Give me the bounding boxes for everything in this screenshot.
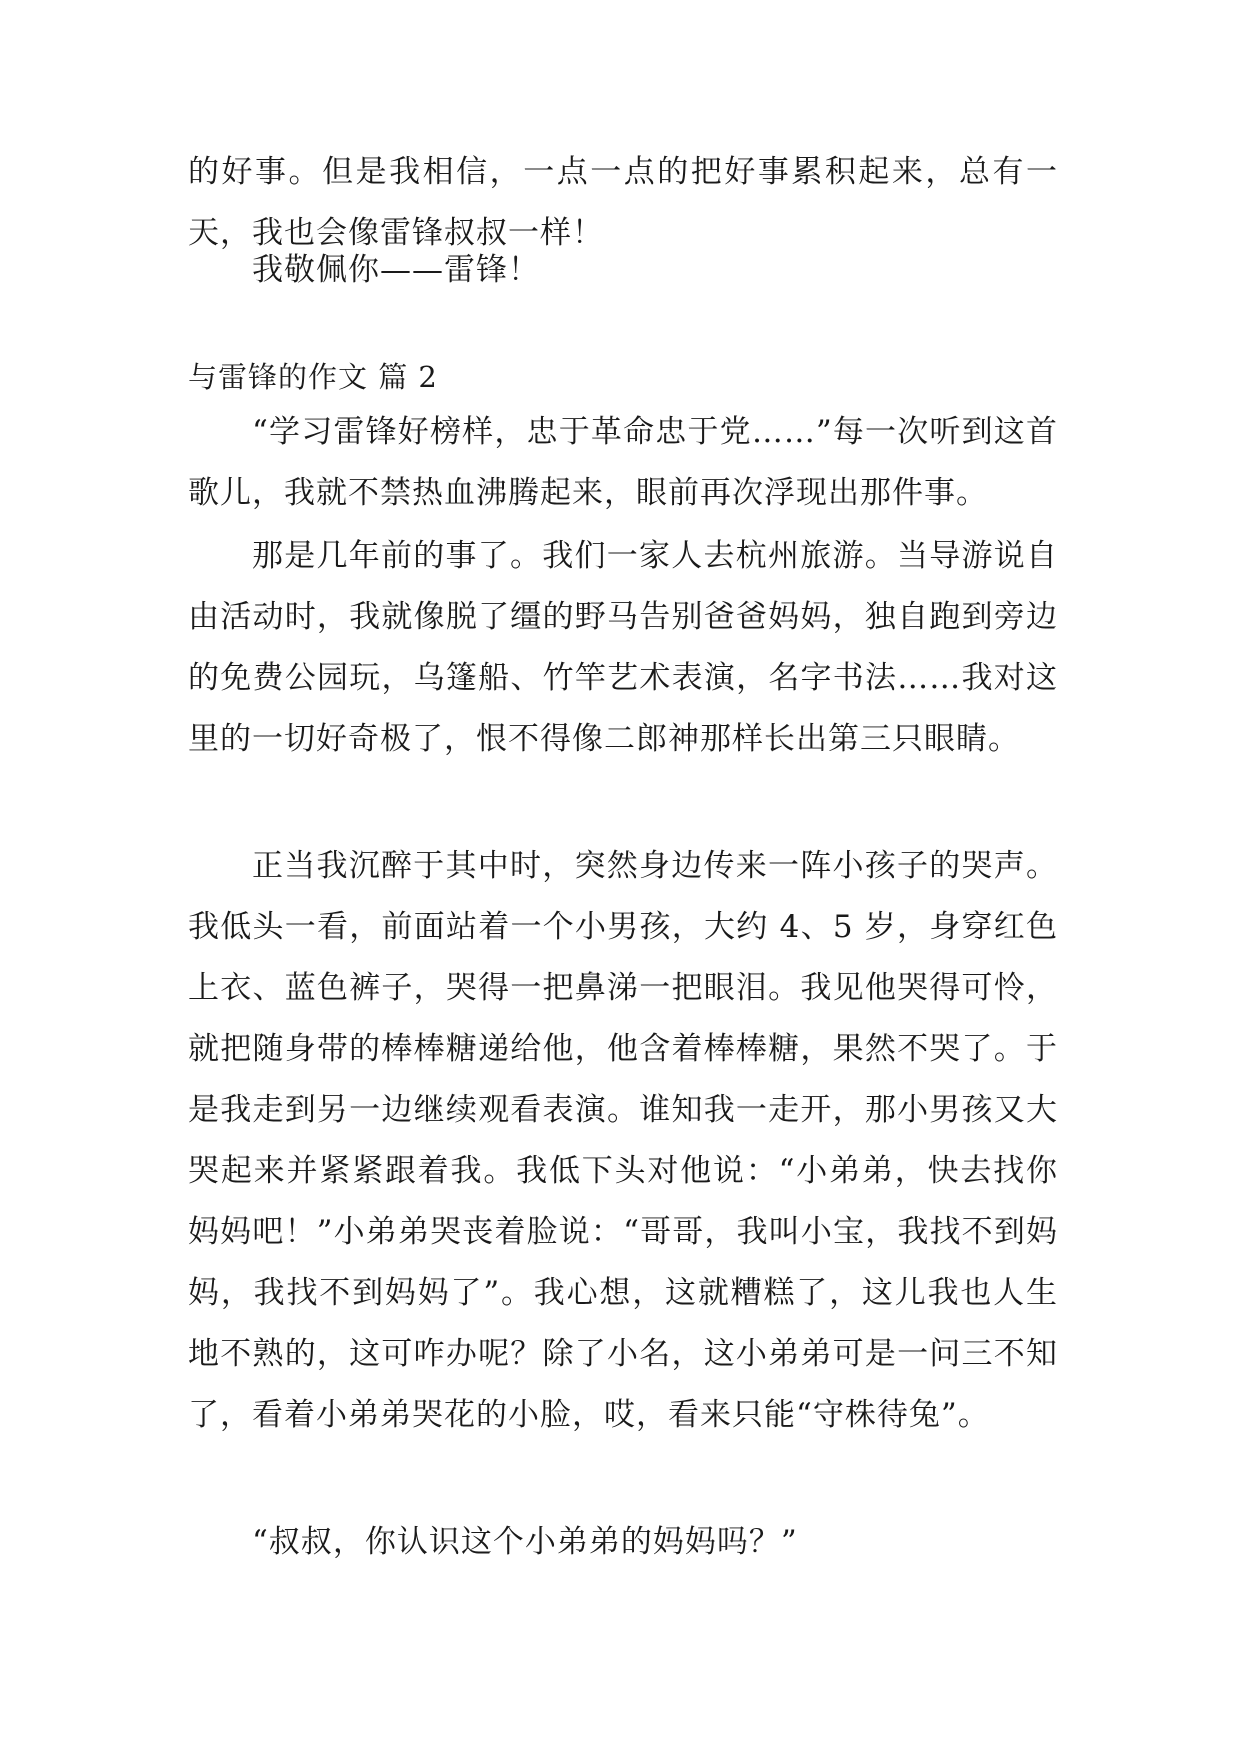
paragraph: “叔叔，你认识这个小弟弟的妈妈吗？” bbox=[252, 1524, 798, 1560]
paragraph: 正当我沉醉于其中时，突然身边传来一阵小孩子的哭声。我低头一看，前面站着一个小男孩，大约 4、5 岁，身穿红色上衣、蓝色裤子，哭得一把鼻涕一把眼泪。我见他哭得可怜，就把随身带的棒棒糖递给他，他含着棒棒糖，果然不哭了。于是我走到另一边继续观看表演。谁知我一走开，那小男孩又大哭起来并紧紧跟着我。我低下头对他说：“小弟弟，快去找你妈妈吧！”小弟弟哭丧着脸说：“哥哥，我叫小宝，我找不到妈妈，我找不到妈妈了”。我心想，这就糟糕了，这儿我也人生地不熟的，这可咋办呢？除了小名，这小弟弟可是一问三不知了，看着小弟弟哭花的小脸，哎，看来只能“守株待兔”。 bbox=[188, 848, 1058, 1433]
paragraph-question bbox=[188, 1512, 1058, 1573]
section-heading: 与雷锋的作文 篇 2 bbox=[188, 360, 438, 394]
paragraph-lost-child bbox=[188, 836, 1058, 1446]
paragraph: 的好事。但是我相信，一点一点的把好事累积起来，总有一天，我也会像雷锋叔叔一样！ bbox=[188, 154, 1058, 251]
paragraph-trip bbox=[188, 526, 1058, 770]
paragraph: 我敬佩你——雷锋！ bbox=[252, 252, 540, 288]
paragraph-admiration bbox=[188, 240, 1058, 301]
paragraph: 那是几年前的事了。我们一家人去杭州旅游。当导游说自由活动时，我就像脱了缰的野马告别爸爸妈妈，独自跑到旁边的免费公园玩，乌篷船、竹竿艺术表演，名字书法……我对这里的一切好奇极了，恨不得像二郎神那样长出第三只眼睛。 bbox=[188, 538, 1058, 757]
paragraph-song bbox=[188, 402, 1058, 524]
paragraph: “学习雷锋好榜样，忠于革命忠于党……”每一次听到这首歌儿，我就不禁热血沸腾起来，眼前再次浮现出那件事。 bbox=[188, 414, 1058, 511]
